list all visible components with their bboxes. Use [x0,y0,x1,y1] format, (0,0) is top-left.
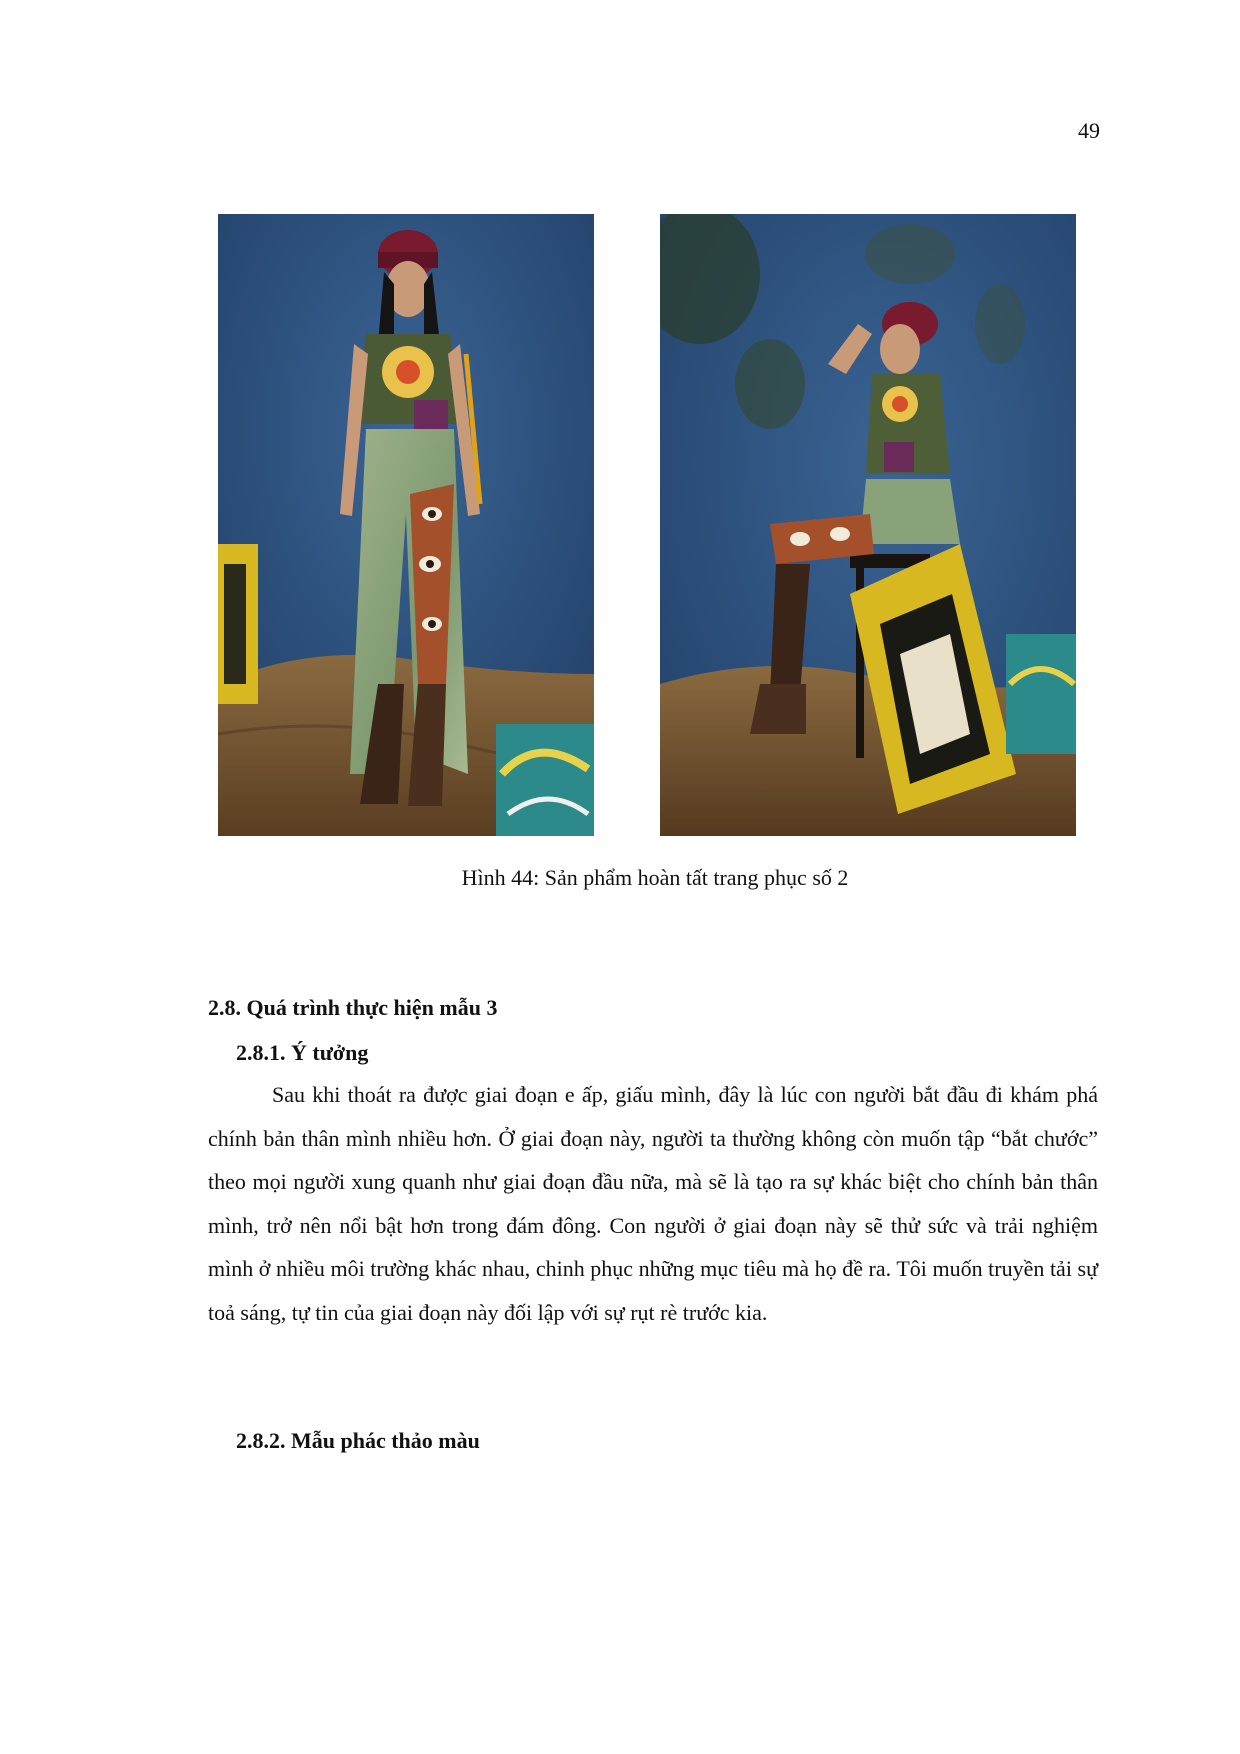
subsection-heading-idea: 2.8.1. Ý tưởng [236,1040,369,1065]
figure-photo-seated [660,214,1076,836]
figure-photo-standing [218,214,594,836]
subsection-heading-color-sketch: 2.8.2. Mẫu phác thảo màu [236,1428,480,1453]
figure-caption: Hình 44: Sản phẩm hoàn tất trang phục số 2 [461,865,849,890]
idea-paragraph: Sau khi thoát ra được giai đoạn e ấp, giấu mình, đây là lúc con người bắt đầu đi khám phá chính bản thân mình nhiều hơn. Ở giai đoạn này, người ta thường không còn muốn tập “bắt chước” theo mọi người xung quanh như giai đoạn đầu nữa, mà sẽ là tạo ra sự khác biệt cho chính bản thân mình, trở nên nổi bật hơn trong đám đông. Con người ở giai đoạn này sẽ thử sức và trải nghiệm mình ở nhiều môi trường khác nhau, chinh phục những mục tiêu mà họ đề ra. Tôi muốn truyền tải sự toả sáng, tự tin của giai đoạn này đối lập với sự rụt rè trước kia. [208,1082,1098,1325]
section-heading: 2.8. Quá trình thực hiện mẫu 3 [208,995,498,1020]
page-number: 49 [1078,118,1100,143]
